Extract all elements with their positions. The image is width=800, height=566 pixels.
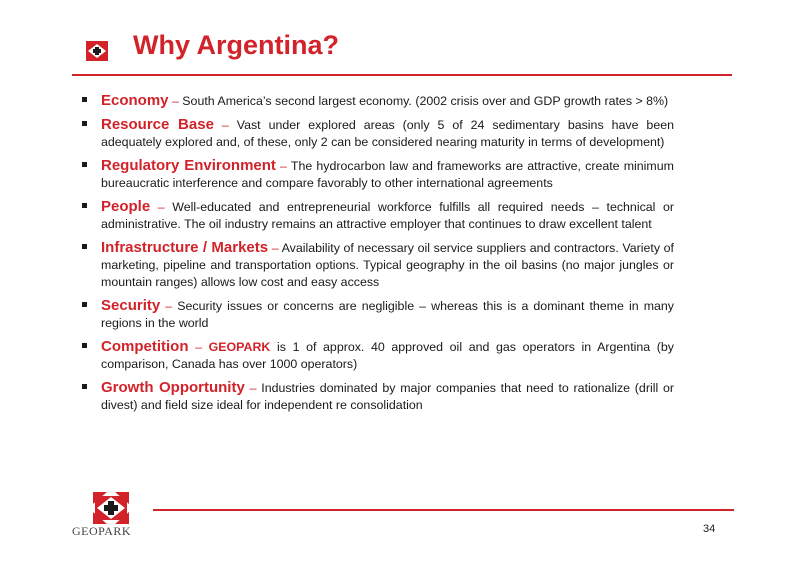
bullet-square-icon — [82, 384, 87, 389]
bullet-square-icon — [82, 121, 87, 126]
bullet-square-icon — [82, 162, 87, 167]
list-item — [80, 92, 674, 110]
bullet-square-icon — [82, 244, 87, 249]
bullet-heading: Security — [101, 297, 161, 314]
bullet-separator: – — [275, 159, 291, 173]
bullet-heading: Infrastructure / Markets — [101, 239, 269, 256]
bullet-text: Security issues or concerns are negligible – whereas this is a dominant theme in many regions in the world — [101, 299, 674, 330]
bullet-text: Availability of necessary oil service suppliers and contractors. Variety of marketing, pipeline and transportation options. Typical geography in the oil basins (no major jungles or mountain ranges) allows low cost and easy access — [101, 241, 675, 289]
bullet-text: is 1 of approx. 40 approved oil and gas operators in Argentina (by comparison, Canada has over 1000 operators) — [101, 340, 675, 371]
list-item — [80, 198, 674, 233]
list-item — [80, 338, 674, 373]
bullet-heading: Resource Base — [101, 116, 214, 133]
bullet-separator: – — [168, 94, 183, 108]
list-item — [80, 239, 674, 291]
geopark-logo-icon — [86, 41, 108, 61]
bullet-heading: Economy — [101, 92, 169, 109]
bullet-separator: – — [160, 299, 178, 313]
geopark-logo-icon — [93, 492, 129, 524]
footer-divider — [153, 509, 734, 511]
title-divider — [72, 74, 732, 76]
bullet-brand-name: GEOPARK — [208, 340, 271, 354]
list-item — [80, 297, 674, 332]
bullet-text: Vast under explored areas (only 5 of 24 sedimentary basins have been adequately explored and, of these, only 2 can be considered nearing maturity in terms of development) — [101, 118, 674, 149]
bullet-separator: – — [150, 200, 173, 214]
bullet-separator: – — [213, 118, 237, 132]
bullet-separator: – — [188, 340, 209, 354]
bullet-square-icon — [82, 203, 87, 208]
bullet-square-icon — [82, 97, 87, 102]
bullet-list — [80, 92, 674, 420]
list-item — [80, 116, 674, 151]
bullet-square-icon — [82, 343, 87, 348]
brand-wordmark: GEOPARK — [72, 524, 132, 538]
bullet-square-icon — [82, 302, 87, 307]
page-title: Why Argentina? — [133, 30, 339, 60]
bullet-separator: – — [268, 241, 282, 255]
list-item — [80, 157, 674, 192]
bullet-text: South America’s second largest economy. (2002 crisis over and GDP growth rates > 8%) — [182, 94, 669, 108]
bullet-text: Well-educated and entrepreneurial workforce fulfills all required needs – technical or administrative. The oil industry remains an attractive employer that continues to draw excellent talent — [101, 200, 674, 231]
bullet-heading: Regulatory Environment — [101, 157, 276, 174]
bullet-heading: People — [101, 198, 151, 215]
bullet-heading: Growth Opportunity — [101, 379, 245, 396]
bullet-separator: – — [244, 381, 262, 395]
bullet-text: The hydrocarbon law and frameworks are attractive, create minimum bureaucratic interference and compare favorably to other international agreements — [101, 159, 674, 190]
page-number: 34 — [703, 523, 716, 535]
bullet-text: Industries dominated by major companies that need to rationalize (drill or divest) and field size ideal for independent re consolidation — [101, 381, 674, 412]
bullet-heading: Competition — [101, 338, 189, 355]
list-item — [80, 379, 674, 414]
